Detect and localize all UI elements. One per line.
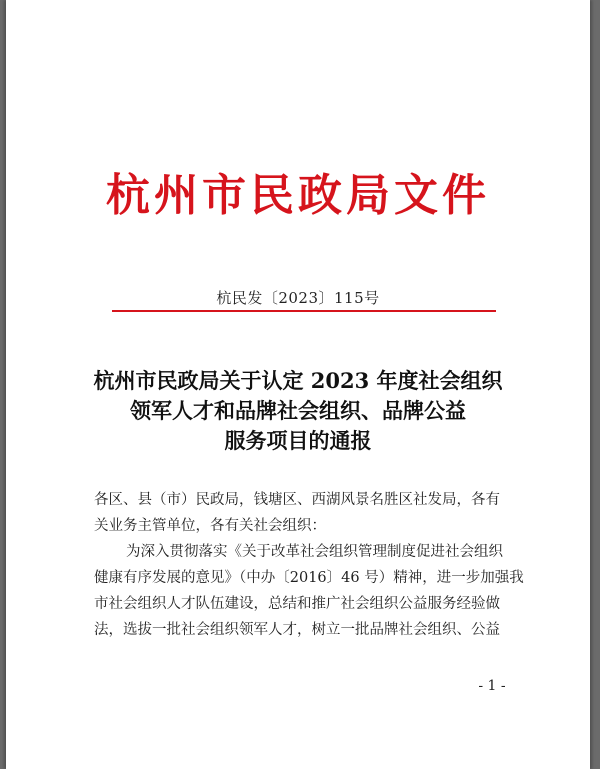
- body-line-paragraph: 法，选拔一批社会组织领军人才，树立一批品牌社会组织、公益: [94, 622, 500, 638]
- title-line: 领军人才和品牌社会组织、品牌公益: [130, 398, 466, 423]
- document-page: [6, 0, 590, 769]
- body-line-paragraph: 健康有序发展的意见》（中办〔2016〕46 号）精神，进一步加强我: [94, 570, 524, 586]
- red-separator-line: [112, 310, 496, 312]
- document-body: [94, 487, 524, 643]
- body-line-paragraph: 为深入贯彻落实《关于改革社会组织管理制度促进社会组织: [126, 544, 503, 560]
- document-title: [6, 366, 590, 456]
- page-number: - 1 -: [478, 678, 506, 694]
- document-number: 杭民发〔2023〕115号: [216, 289, 380, 307]
- body-line-addressee: 各区、县（市）民政局，钱塘区、西湖风景名胜区社发局，各有: [94, 492, 500, 508]
- title-line: 服务项目的通报: [224, 428, 372, 453]
- issuer-banner: 杭州市民政局文件: [106, 170, 490, 221]
- body-line-paragraph: 市社会组织人才队伍建设，总结和推广社会组织公益服务经验做: [94, 596, 500, 612]
- title-line: 杭州市民政局关于认定 2023 年度社会组织: [93, 368, 503, 393]
- body-line-addressee: 关业务主管单位，各有关社会组织：: [94, 518, 326, 534]
